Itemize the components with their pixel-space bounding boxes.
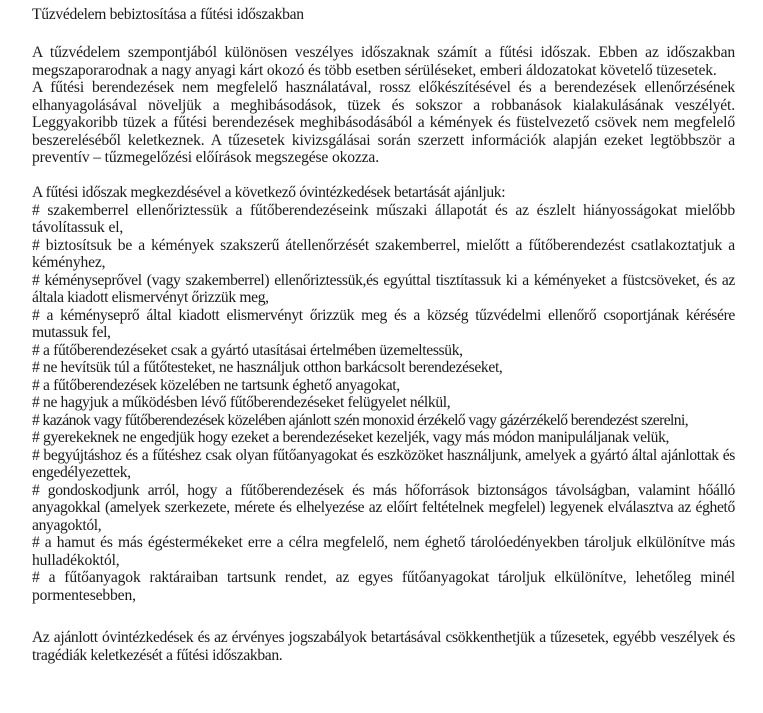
recommendations-intro: A fűtési időszak megkezdésével a következő óvintézkedések betartását ajánljuk: [32, 184, 506, 201]
recommendation-item: # ne hevítsük túl a fűtőtesteket, ne használjuk otthon barkácsolt berendezéseket, [32, 359, 503, 376]
recommendations-section [32, 184, 735, 604]
intro-paragraph: A tűzvédelem szempontjából különösen veszélyes időszaknak számít a fűtési időszak. Ebben az időszakban megszaporarodnak a nagy anyagi kárt okozó és több esetben sérüléseket, emberi áldozatokat követelő tüzesetek. [32, 44, 735, 79]
recommendation-item: # a fűtőberendezéseket csak a gyártó utasításai értelmében üzemeltessük, [32, 341, 463, 359]
recommendation-item: # a fűtőanyagok raktáraiban tartsunk rendet, az egyes fűtőanyagokat tároljuk elkülönítve, lehetőleg minél pormentesebben, [32, 569, 735, 604]
intro-section [32, 44, 735, 167]
recommendation-item: # kéményseprővel (vagy szakemberrel) ellenőriztessük,és egyúttal tisztítassuk ki a kéményeket a füstcsöveket, és az általa kiadott elismervényt őrizzük meg, [32, 271, 735, 306]
recommendation-item: # a hamut és más égéstermékeket erre a célra megfelelő, nem éghető tárolóedényekben tároljuk elkülönítve más hulladékoktól, [32, 534, 735, 569]
recommendation-item: # gondoskodjunk arról, hogy a fűtőberendezések és más hőforrások biztonságos távolságban, valamint hőálló anyagokkal (amelyek szerkezete, mérete és elhelyezése az előírt feltételnek megfelel) legyenek elválasztva az éghető anyagoktól, [32, 481, 735, 534]
recommendation-item: # ne hagyjuk a működésben lévő fűtőberendezéseket felügyelet nélkül, [32, 394, 451, 411]
recommendation-item: # a fűtőberendezések közelében ne tartsunk éghető anyagokat, [32, 376, 400, 394]
closing-paragraph: Az ajánlott óvintézkedések és az érvényes jogszabályok betartásával csökkenthetjük a tűzesetek, egyébb veszélyek és tragédiák keletkezését a fűtési időszakban. [32, 629, 735, 664]
recommendation-item: # gyerekeknek ne engedjük hogy ezeket a berendezéseket kezeljék, vagy más módon manipuláljanak velük, [32, 429, 670, 446]
intro-paragraph-2: A fűtési berendezések nem megfelelő használatával, rossz előkészítésével és a berendezések ellenőrzésének elhanyagolásával növeljük a meghibásodások, tüzek és sokszor a robbanások kialakulásának veszélyét. Leggyakoribb tüzek a fűtési berendezések meghibásodásából a kémények és füstelvezető csövek nem megfelelő beszereléséből keletkeznek. A tűzesetek kivizsgálásai során szerzett információk alapján ezeket legtöbbször a preventív – tűzmegelőzési előírások megszegése okozza. [32, 79, 735, 166]
document-title: Tűzvédelem bebiztosítása a fűtési időszakban [32, 6, 304, 23]
recommendation-item: # begyújtáshoz és a fűtéshez csak olyan fűtőanyagokat és eszközöket használjunk, amelyek a gyártó által ajánlottak és engedélyezettek, [32, 446, 735, 481]
recommendation-item: # biztosítsuk be a kémények szakszerű átellenőrzését szakemberrel, mielőtt a fűtőberendezést csatlakoztatjuk a kéményhez, [32, 236, 735, 271]
closing-section [32, 629, 735, 664]
recommendation-item: # szakemberrel ellenőriztessük a fűtőberendezéseink műszaki állapotát és az észlelt hiányosságokat mielőbb távolítassuk el, [32, 201, 735, 236]
recommendation-item: # kazánok vagy fűtőberendezések közelében ajánlott szén monoxid érzékelő vagy gázérzékelő berendezést szerelni, [32, 411, 688, 429]
recommendation-item: # a kéményseprő által kiadott elismervényt őrizzük meg és a község tűzvédelmi ellenőrő csoportjának kérésére mutassuk fel, [32, 306, 735, 341]
